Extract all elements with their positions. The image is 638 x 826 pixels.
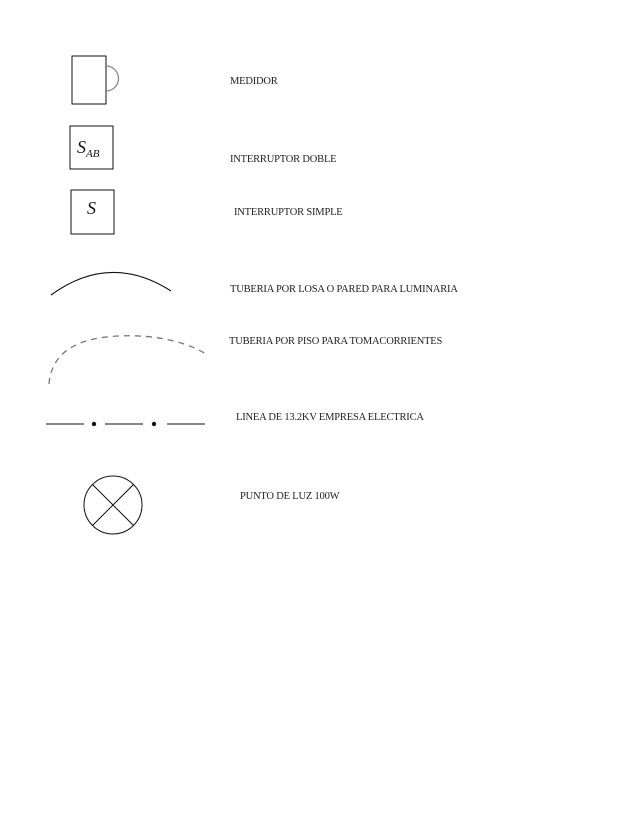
power-line-dash-dot [46,422,205,426]
single-switch-letter: S [87,198,96,218]
double-switch-label: INTERRUPTOR DOBLE [230,154,337,165]
power-line-label: LINEA DE 13.2KV EMPRESA ELECTRICA [236,412,424,423]
meter-body [72,56,106,104]
legend-row-single-switch [71,190,343,234]
single-switch-icon [71,190,114,234]
floor-conduit-dashed-arc [49,336,206,384]
legend-row-floor-conduit [49,336,443,384]
floor-conduit-label: TUBERIA POR PISO PARA TOMACORRIENTES [229,336,443,347]
power-line-dot [92,422,96,426]
legend-row-ceiling-conduit [51,272,458,295]
power-line-dot [152,422,156,426]
light-point-label: PUNTO DE LUZ 100W [240,491,340,502]
legend-row-light-point [84,476,340,534]
legend-row-meter [72,56,278,104]
ceiling-wall-conduit-arc [51,272,171,295]
meter-label: MEDIDOR [230,76,278,87]
ceiling-conduit-label: TUBERIA POR LOSA O PARED PARA LUMINARIA [230,284,458,295]
double-switch-subscript: AB [86,148,100,160]
legend-row-power-line [46,412,424,426]
double-switch-letter-s: S [77,137,86,157]
meter-handle [106,66,118,91]
meter-icon [72,56,118,104]
light-point-icon [84,476,142,534]
legend-row-double-switch [70,126,336,169]
double-switch-icon [70,126,113,169]
single-switch-label: INTERRUPTOR SIMPLE [234,207,343,218]
